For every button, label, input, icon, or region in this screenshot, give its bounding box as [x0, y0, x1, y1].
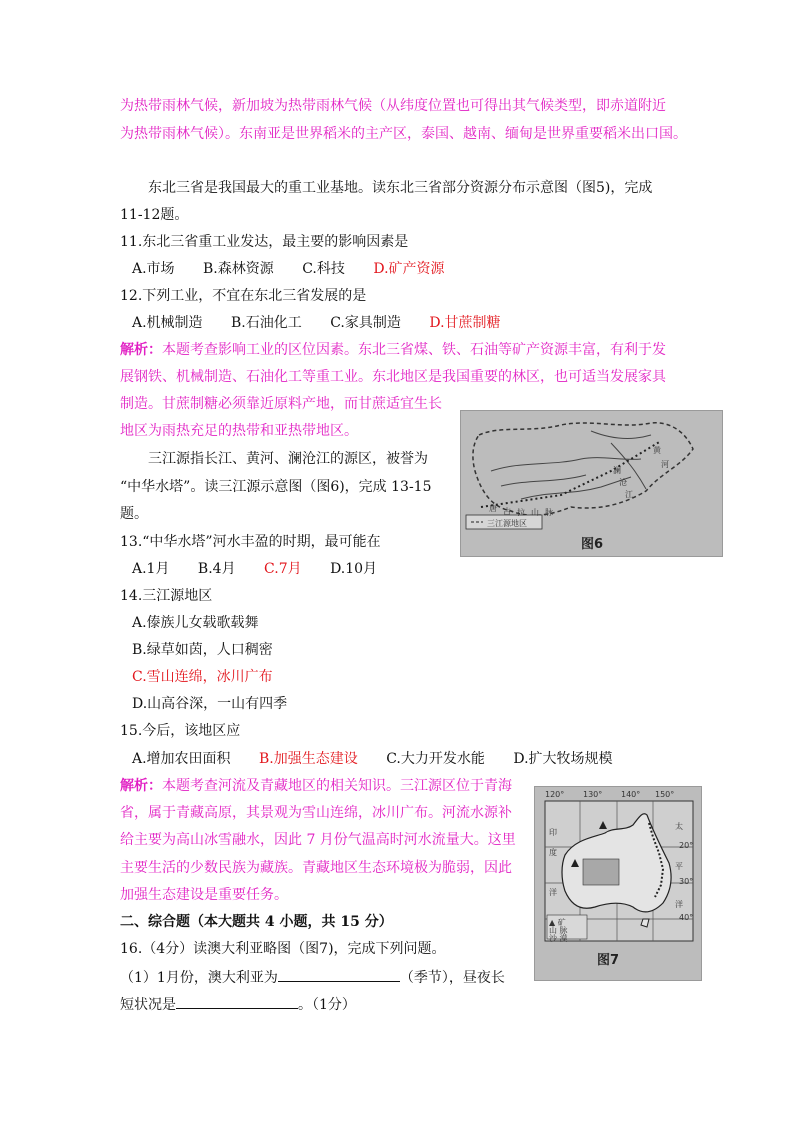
fig7-label-yin: 印: [549, 828, 557, 837]
figure-6-caption: 图6: [581, 537, 604, 552]
analysis2-line-1: 解析：本题考查河流及青藏地区的相关知识。三江源区位于青海: [120, 778, 512, 794]
fig7-lon-130: 130°: [583, 790, 603, 799]
analysis2-line-4: 主要生活的少数民族为藏族。青藏地区生态环境极为脆弱，因此: [120, 860, 512, 876]
fig6-label-shan: 山: [531, 508, 539, 517]
figure-7-australia-map: [534, 786, 702, 981]
section-2-title: 二、综合题（本大题共 4 小题，共 15 分）: [120, 914, 393, 930]
q11-options: [132, 259, 469, 279]
q11-option-c: C.科技: [302, 261, 345, 277]
analysis2-line-5: 加强生态建设是重要任务。: [120, 887, 288, 903]
fig6-label-la: 拉: [517, 508, 525, 517]
figure-6-legend: 三江源地区: [487, 519, 527, 528]
analysis1-line-3: 制造。甘蔗制糖必须靠近原料产地，而甘蔗适宜生长: [120, 396, 442, 412]
fig7-label-du: 度: [549, 848, 557, 857]
figure-6-sanjiangyuan-map: [460, 410, 723, 557]
fig7-lat-20: 20°: [679, 841, 694, 850]
analysis1-line-4: 地区为雨热充足的热带和亚热带地区。: [120, 423, 358, 439]
q12-option-d-answer: D.甘蔗制糖: [429, 315, 501, 331]
q13-option-c-answer: C.7月: [264, 561, 302, 577]
q13-option-b: B.4月: [197, 561, 236, 577]
q16-sub1-line2: 短状况是 。（1分）: [120, 994, 356, 1014]
passage2-line-1: 三江源指长江、黄河、澜沧江的源区，被誉为: [148, 451, 428, 467]
fig7-label-yang-w: 洋: [549, 888, 557, 897]
fig6-label-gu: 古: [503, 507, 511, 516]
analysis2-label: 解析：: [120, 778, 162, 794]
q13-option-a: A.1月: [132, 561, 170, 577]
fig7-lat-40: 40°: [679, 913, 694, 922]
fig7-label-tai: 太: [675, 822, 683, 831]
fig6-label-he: 河: [661, 460, 669, 469]
q16-daylength-blank[interactable]: [176, 994, 298, 1009]
analysis2-line-2: 省，属于青藏高原，其景观为雪山连绵，冰川广布。河流水源补: [120, 805, 512, 821]
q11-stem: 11.东北三省重工业发达，最主要的影响因素是: [120, 234, 409, 250]
q15-option-c: C.大力开发水能: [386, 751, 485, 767]
fig6-label-tang: 唐: [489, 504, 497, 513]
q11-option-b: B.森林资源: [203, 261, 274, 277]
q14-option-c-answer: C.雪山连绵，冰川广布: [132, 669, 273, 685]
passage1-line-1: 东北三省是我国最大的重工业基地。读东北三省部分资源分布示意图（图5)，完成: [148, 180, 653, 196]
q15-stem: 15.今后，该地区应: [120, 723, 241, 739]
fig7-legend-mountain: 山 脉: [549, 926, 568, 935]
fig7-lon-120: 120°: [545, 790, 565, 799]
fig7-lat-30: 30°: [679, 877, 694, 886]
fig6-label-cang: 沧: [619, 478, 627, 487]
analysis1-line-1: 解析：本题考查影响工业的区位因素。东北三省煤、铁、石油等矿产资源丰富，有利于发: [120, 342, 666, 358]
q12-options: [132, 313, 525, 333]
q12-option-b: B.石油化工: [231, 315, 302, 331]
figure-7-caption: 图7: [597, 953, 620, 968]
q14-option-d: D.山高谷深，一山有四季: [132, 696, 288, 712]
passage2-line-2: “中华水塔”。读三江源示意图（图6)，完成 13-15: [120, 479, 432, 495]
fig7-lon-150: 150°: [655, 790, 675, 799]
fig6-label-jiang: 江: [625, 490, 633, 499]
analysis1-line-2: 展钢铁、机械制造、石油化工等重工业。东北地区是我国重要的林区，也可适当发展家具: [120, 369, 666, 385]
q14-option-a: A.傣族儿女载歌载舞: [132, 615, 259, 631]
q12-stem: 12.下列工业，不宜在东北三省发展的是: [120, 288, 367, 304]
fig7-legend-desert: 沙 漠: [549, 934, 568, 943]
passage1-line-2: 11-12题。: [120, 207, 189, 223]
passage2-line-3: 题。: [120, 506, 148, 522]
q12-option-a: A.机械制造: [132, 315, 203, 331]
analysis1-label: 解析：: [120, 342, 162, 358]
analysis2-line-3: 给主要为高山冰雪融水，因此 7 月份气温高时河水流量大。这里: [120, 832, 516, 848]
q15-option-a: A.增加农田面积: [132, 751, 231, 767]
q11-option-a: A.市场: [132, 261, 175, 277]
q16-sub1-line1: （1）1月份，澳大利亚为 （季节），昼夜长: [120, 967, 505, 987]
q12-option-c: C.家具制造: [330, 315, 401, 331]
q15-option-b-answer: B.加强生态建设: [259, 751, 358, 767]
q15-options: [132, 749, 637, 769]
intro-line-2: 为热带雨林气候）。东南亚是世界稻米的主产区，泰国、越南、缅甸是世界重要稻米出口国。: [120, 126, 687, 142]
q14-stem: 14.三江源地区: [120, 588, 213, 604]
q16-stem: 16.（4分）读澳大利亚略图（图7)，完成下列问题。: [120, 941, 446, 957]
q13-options: [132, 559, 401, 579]
fig7-label-ping: 平: [675, 862, 683, 871]
intro-line-1: 为热带雨林气候，新加坡为热带雨林气候（从纬度位置也可得出其气候类型，即赤道附近: [120, 98, 666, 114]
q11-option-d-answer: D.矿产资源: [373, 261, 445, 277]
fig7-lon-140: 140°: [621, 790, 641, 799]
fig6-label-lan: 澜: [613, 466, 621, 475]
fig6-label-mai: 脉: [545, 508, 553, 517]
fig7-label-yang-e: 洋: [675, 900, 683, 909]
q16-season-blank[interactable]: [278, 967, 400, 982]
q13-stem: 13.“中华水塔”河水丰盈的时期，最可能在: [120, 534, 381, 550]
q14-option-b: B.绿草如茵，人口稠密: [132, 642, 273, 658]
fig6-label-huang: 黄: [653, 446, 661, 455]
q13-option-d: D.10月: [330, 561, 378, 577]
fig7-legend-mine: ▲ 矿: [549, 918, 566, 927]
q15-option-d: D.扩大牧场规模: [513, 751, 613, 767]
